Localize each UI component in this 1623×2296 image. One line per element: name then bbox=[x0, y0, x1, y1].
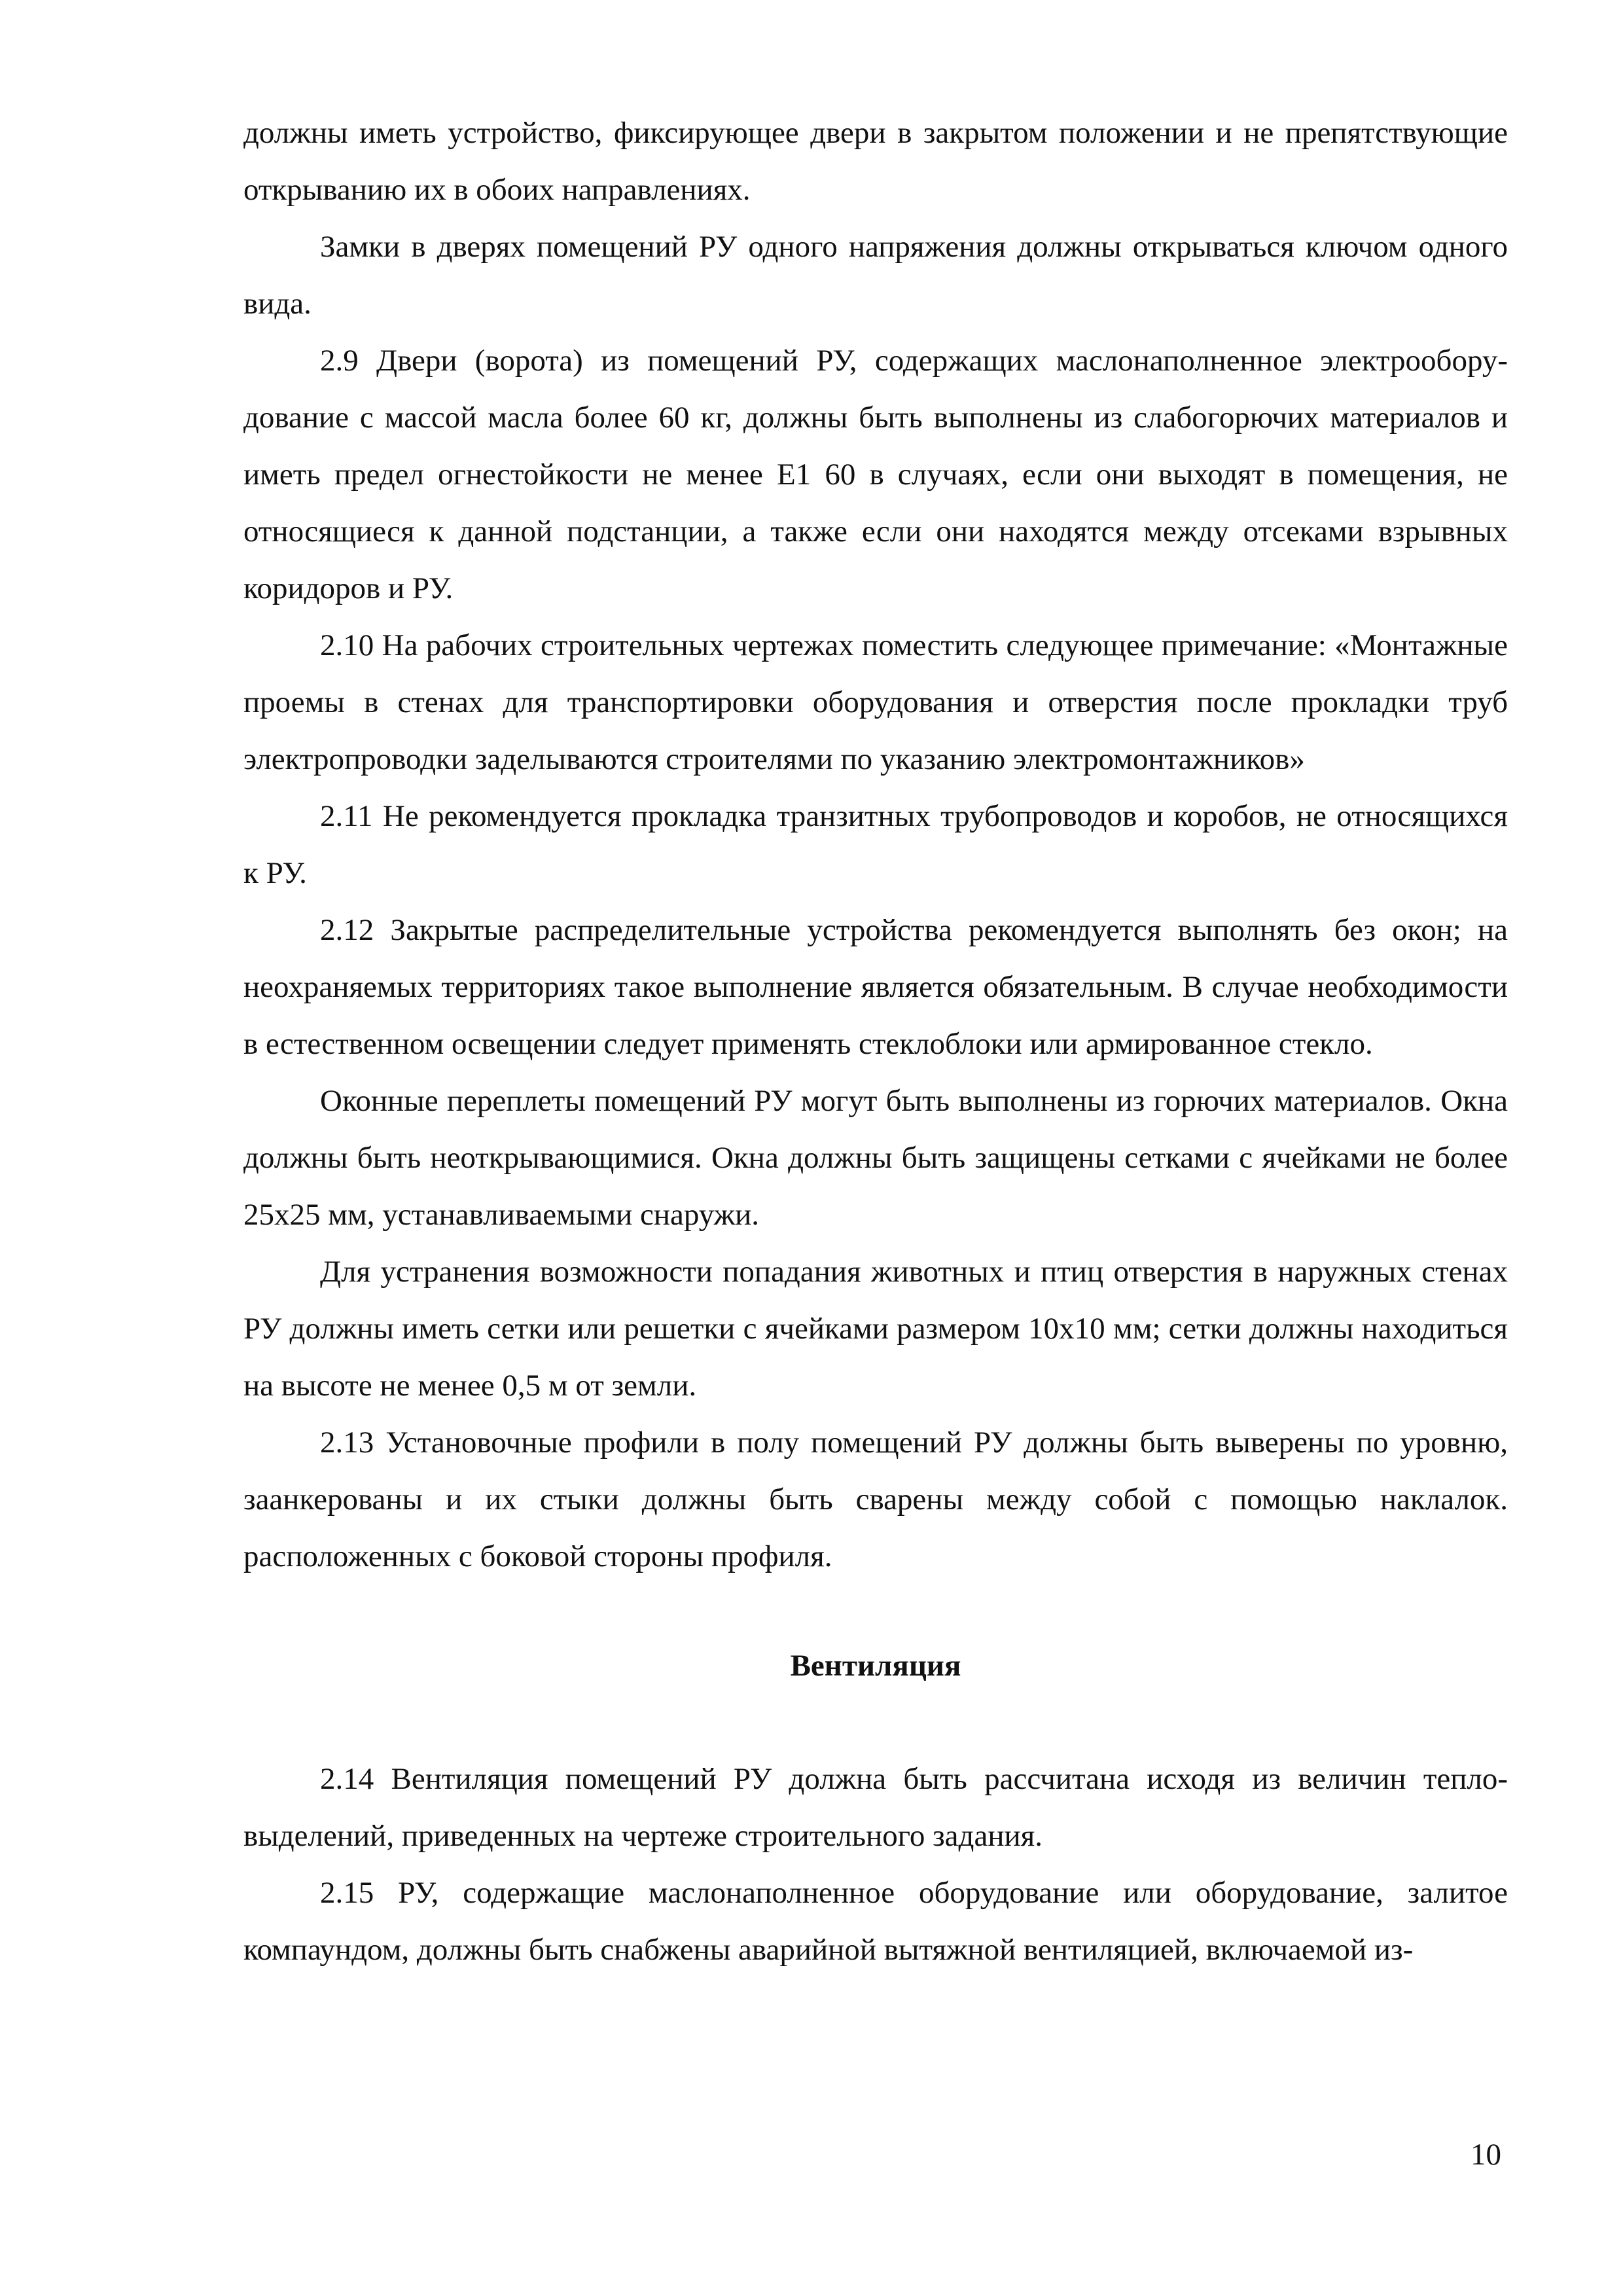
paragraph: 2.12 Закрытые распределительные устройства рекомендуется выполнять без окон; на неохраняемых территориях такое выполнение является обязательным. В случае необходимости в естественном освещении следует применять стеклоблоки или армированное стекло. bbox=[243, 913, 1508, 1061]
paragraph: 2.13 Установочные профили в полу помещений РУ должны быть выверены по уровню, заанкерованы и их стыки должны быть сварены между собой с помощью наклалок. расположенных с боковой стороны профиля. bbox=[243, 1426, 1508, 1573]
paragraphs-before-heading bbox=[243, 105, 1508, 1585]
paragraph: 2.10 На рабочих строительных чертежах поместить следующее примечание: «Монтажные проемы в стенах для транспортировки оборудования и отверстия после прокладки труб электропроводки заделываются строителями по указанию электромонтажников» bbox=[243, 628, 1508, 776]
paragraph: 2.15 РУ, содержащие маслонаполненное оборудование или оборудование, залитое компаундом, должны быть снабжены аварийной вытяжной вентиляцией, включаемой из- bbox=[243, 1876, 1508, 1967]
page-number: 10 bbox=[1471, 2138, 1501, 2172]
section-heading: Вентиляция bbox=[790, 1649, 961, 1683]
paragraph: 2.9 Двери (ворота) из помещений РУ, содержащих маслонаполненное электрооборудование с массой масла более 60 кг, должны быть выполнены из слабогорючих материалов и иметь предел огнестойкости не менее E1 60 в случаях, если они выходят в помещения, не относящиеся к данной подстанции, а также если они находятся между отсеками взрывных коридоров и РУ. bbox=[243, 344, 1508, 605]
paragraph: Для устранения возможности попадания животных и птиц отверстия в наружных стенах РУ должны иметь сетки или решетки с ячейками размером 10x10 мм; сетки должны находиться на высоте не менее 0,5 м от земли. bbox=[243, 1255, 1508, 1403]
paragraph: 2.14 Вентиляция помещений РУ должна быть рассчитана исходя из величин тепловыделений, приведенных на чертеже строительного задания. bbox=[243, 1762, 1508, 1853]
paragraphs-after-heading bbox=[243, 1751, 1508, 1979]
paragraph: Замки в дверях помещений РУ одного напряжения должны открываться ключом одного вида. bbox=[243, 230, 1508, 321]
paragraph: 2.11 Не рекомендуется прокладка транзитных трубопроводов и коробов, не относящихся к РУ. bbox=[243, 799, 1508, 890]
paragraph: Оконные переплеты помещений РУ могут быть выполнены из горючих материалов. Окна должны быть неоткрывающимися. Окна должны быть защищены сетками с ячейками не более 25x25 мм, устанавливаемыми снаружи. bbox=[243, 1084, 1508, 1232]
body-text bbox=[243, 105, 1508, 1979]
paragraph: должны иметь устройство, фиксирующее двери в закрытом положении и не препятствующие открыванию их в обоих направлениях. bbox=[243, 116, 1508, 207]
